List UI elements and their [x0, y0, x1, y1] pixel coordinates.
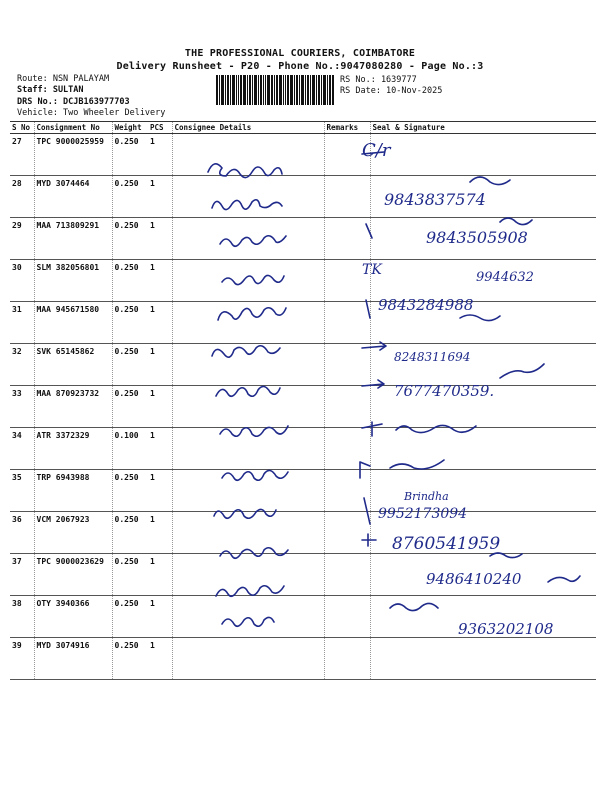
cell-remarks [324, 344, 370, 386]
cell-pcs: 1 [148, 134, 172, 176]
cell-consignee [172, 386, 324, 428]
table-row [10, 638, 596, 680]
table-row [10, 302, 596, 344]
cell-sno: 37 [10, 554, 34, 596]
table-row [10, 428, 596, 470]
phone-29: 9843505908 [426, 228, 528, 247]
cell-weight: 0.250 [112, 134, 148, 176]
cell-consignee [172, 218, 324, 260]
remark-27: C/r [362, 140, 391, 161]
cell-pcs: 1 [148, 554, 172, 596]
col-consignment: Consignment No [34, 122, 112, 134]
phone-37: 8760541959 [392, 534, 501, 554]
cell-consignee [172, 512, 324, 554]
vehicle-label: Vehicle: Two Wheeler Delivery [17, 108, 166, 118]
table-row [10, 176, 596, 218]
cell-sno: 32 [10, 344, 34, 386]
rs-date: RS Date: 10-Nov-2025 [340, 86, 443, 96]
drs-label: DRS No.: DCJB163977703 [17, 97, 130, 107]
cell-weight: 0.250 [112, 386, 148, 428]
cell-weight: 0.250 [112, 470, 148, 512]
cell-consignment: VCM 2067923 [34, 512, 112, 554]
cell-sno: 38 [10, 596, 34, 638]
cell-consignment: TPC 9000023629 [34, 554, 112, 596]
cell-weight: 0.250 [112, 596, 148, 638]
col-pcs: PCS [148, 122, 172, 134]
cell-consignment: SVK 65145862 [34, 344, 112, 386]
table-header-row [10, 122, 596, 134]
cell-consignment: SLM 382056801 [34, 260, 112, 302]
rs-number: RS No.: 1639777 [340, 75, 417, 85]
cell-remarks [324, 176, 370, 218]
cell-sno: 35 [10, 470, 34, 512]
cell-sno: 33 [10, 386, 34, 428]
cell-weight: 0.250 [112, 554, 148, 596]
company-title: THE PROFESSIONAL COURIERS, COIMBATORE [184, 48, 416, 59]
cell-pcs: 1 [148, 176, 172, 218]
cell-consignment: MYD 3074464 [34, 176, 112, 218]
cell-consignee [172, 638, 324, 680]
cell-consignee [172, 470, 324, 512]
cell-remarks [324, 218, 370, 260]
cell-remarks [324, 302, 370, 344]
cell-weight: 0.100 [112, 428, 148, 470]
cell-remarks [324, 596, 370, 638]
cell-sno: 28 [10, 176, 34, 218]
phone-28: 9843837574 [384, 190, 486, 209]
cell-sno: 27 [10, 134, 34, 176]
staff-label: Staff: SULTAN [17, 85, 84, 95]
runsheet-subtitle: Delivery Runsheet - P20 - Phone No.:9047080280 - Page No.:3 [116, 61, 484, 72]
cell-weight: 0.250 [112, 344, 148, 386]
runsheet-table [10, 121, 596, 680]
table-row [10, 386, 596, 428]
cell-remarks [324, 638, 370, 680]
phone-33: 7677470359. [394, 382, 495, 400]
phone-39: 9363202108 [458, 620, 554, 638]
cell-pcs: 1 [148, 260, 172, 302]
table-row [10, 134, 596, 176]
cell-consignment: TRP 6943988 [34, 470, 112, 512]
cell-weight: 0.250 [112, 218, 148, 260]
col-remarks: Remarks [324, 122, 370, 134]
cell-consignment: OTY 3940366 [34, 596, 112, 638]
phone-30: 9944632 [476, 270, 534, 285]
cell-consignee [172, 260, 324, 302]
cell-sno: 30 [10, 260, 34, 302]
cell-pcs: 1 [148, 470, 172, 512]
cell-consignee [172, 302, 324, 344]
col-weight: Weight [112, 122, 148, 134]
cell-pcs: 1 [148, 302, 172, 344]
cell-consignee [172, 428, 324, 470]
cell-remarks [324, 428, 370, 470]
cell-seal [370, 638, 596, 680]
cell-consignee [172, 176, 324, 218]
cell-pcs: 1 [148, 428, 172, 470]
cell-consignee [172, 596, 324, 638]
route-label: Route: NSN PALAYAM [17, 74, 110, 84]
cell-weight: 0.250 [112, 302, 148, 344]
cell-remarks [324, 386, 370, 428]
cell-remarks [324, 470, 370, 512]
phone-38: 9486410240 [426, 570, 522, 588]
cell-seal [370, 134, 596, 176]
cell-consignee [172, 134, 324, 176]
col-consignee: Consignee Details [172, 122, 324, 134]
cell-pcs: 1 [148, 386, 172, 428]
phone-32: 8248311694 [394, 350, 471, 364]
cell-sno: 31 [10, 302, 34, 344]
cell-pcs: 1 [148, 596, 172, 638]
phone-31: 9843284988 [378, 296, 474, 314]
cell-remarks [324, 554, 370, 596]
cell-consignment: MAA 870923732 [34, 386, 112, 428]
cell-weight: 0.250 [112, 260, 148, 302]
cell-consignment: MYD 3074916 [34, 638, 112, 680]
cell-consignee [172, 554, 324, 596]
col-seal: Seal & Signature [370, 122, 596, 134]
table-row [10, 512, 596, 554]
cell-sno: 39 [10, 638, 34, 680]
cell-sno: 29 [10, 218, 34, 260]
barcode [216, 75, 334, 105]
cell-weight: 0.250 [112, 638, 148, 680]
cell-weight: 0.250 [112, 512, 148, 554]
cell-consignee [172, 344, 324, 386]
cell-pcs: 1 [148, 512, 172, 554]
cell-consignment: MAA 945671580 [34, 302, 112, 344]
phone-36: 9952173094 [378, 506, 468, 522]
cell-remarks [324, 512, 370, 554]
cell-sno: 36 [10, 512, 34, 554]
table-row [10, 470, 596, 512]
cell-pcs: 1 [148, 638, 172, 680]
cell-weight: 0.250 [112, 176, 148, 218]
table-row [10, 344, 596, 386]
cell-pcs: 1 [148, 344, 172, 386]
cell-consignment: MAA 713809291 [34, 218, 112, 260]
remark-30: TK [362, 262, 382, 278]
cell-sno: 34 [10, 428, 34, 470]
cell-pcs: 1 [148, 218, 172, 260]
cell-consignment: ATR 3372329 [34, 428, 112, 470]
name-36: Brindha [404, 490, 449, 503]
cell-seal [370, 428, 596, 470]
col-sno: S No [10, 122, 34, 134]
cell-consignment: TPC 9000025959 [34, 134, 112, 176]
